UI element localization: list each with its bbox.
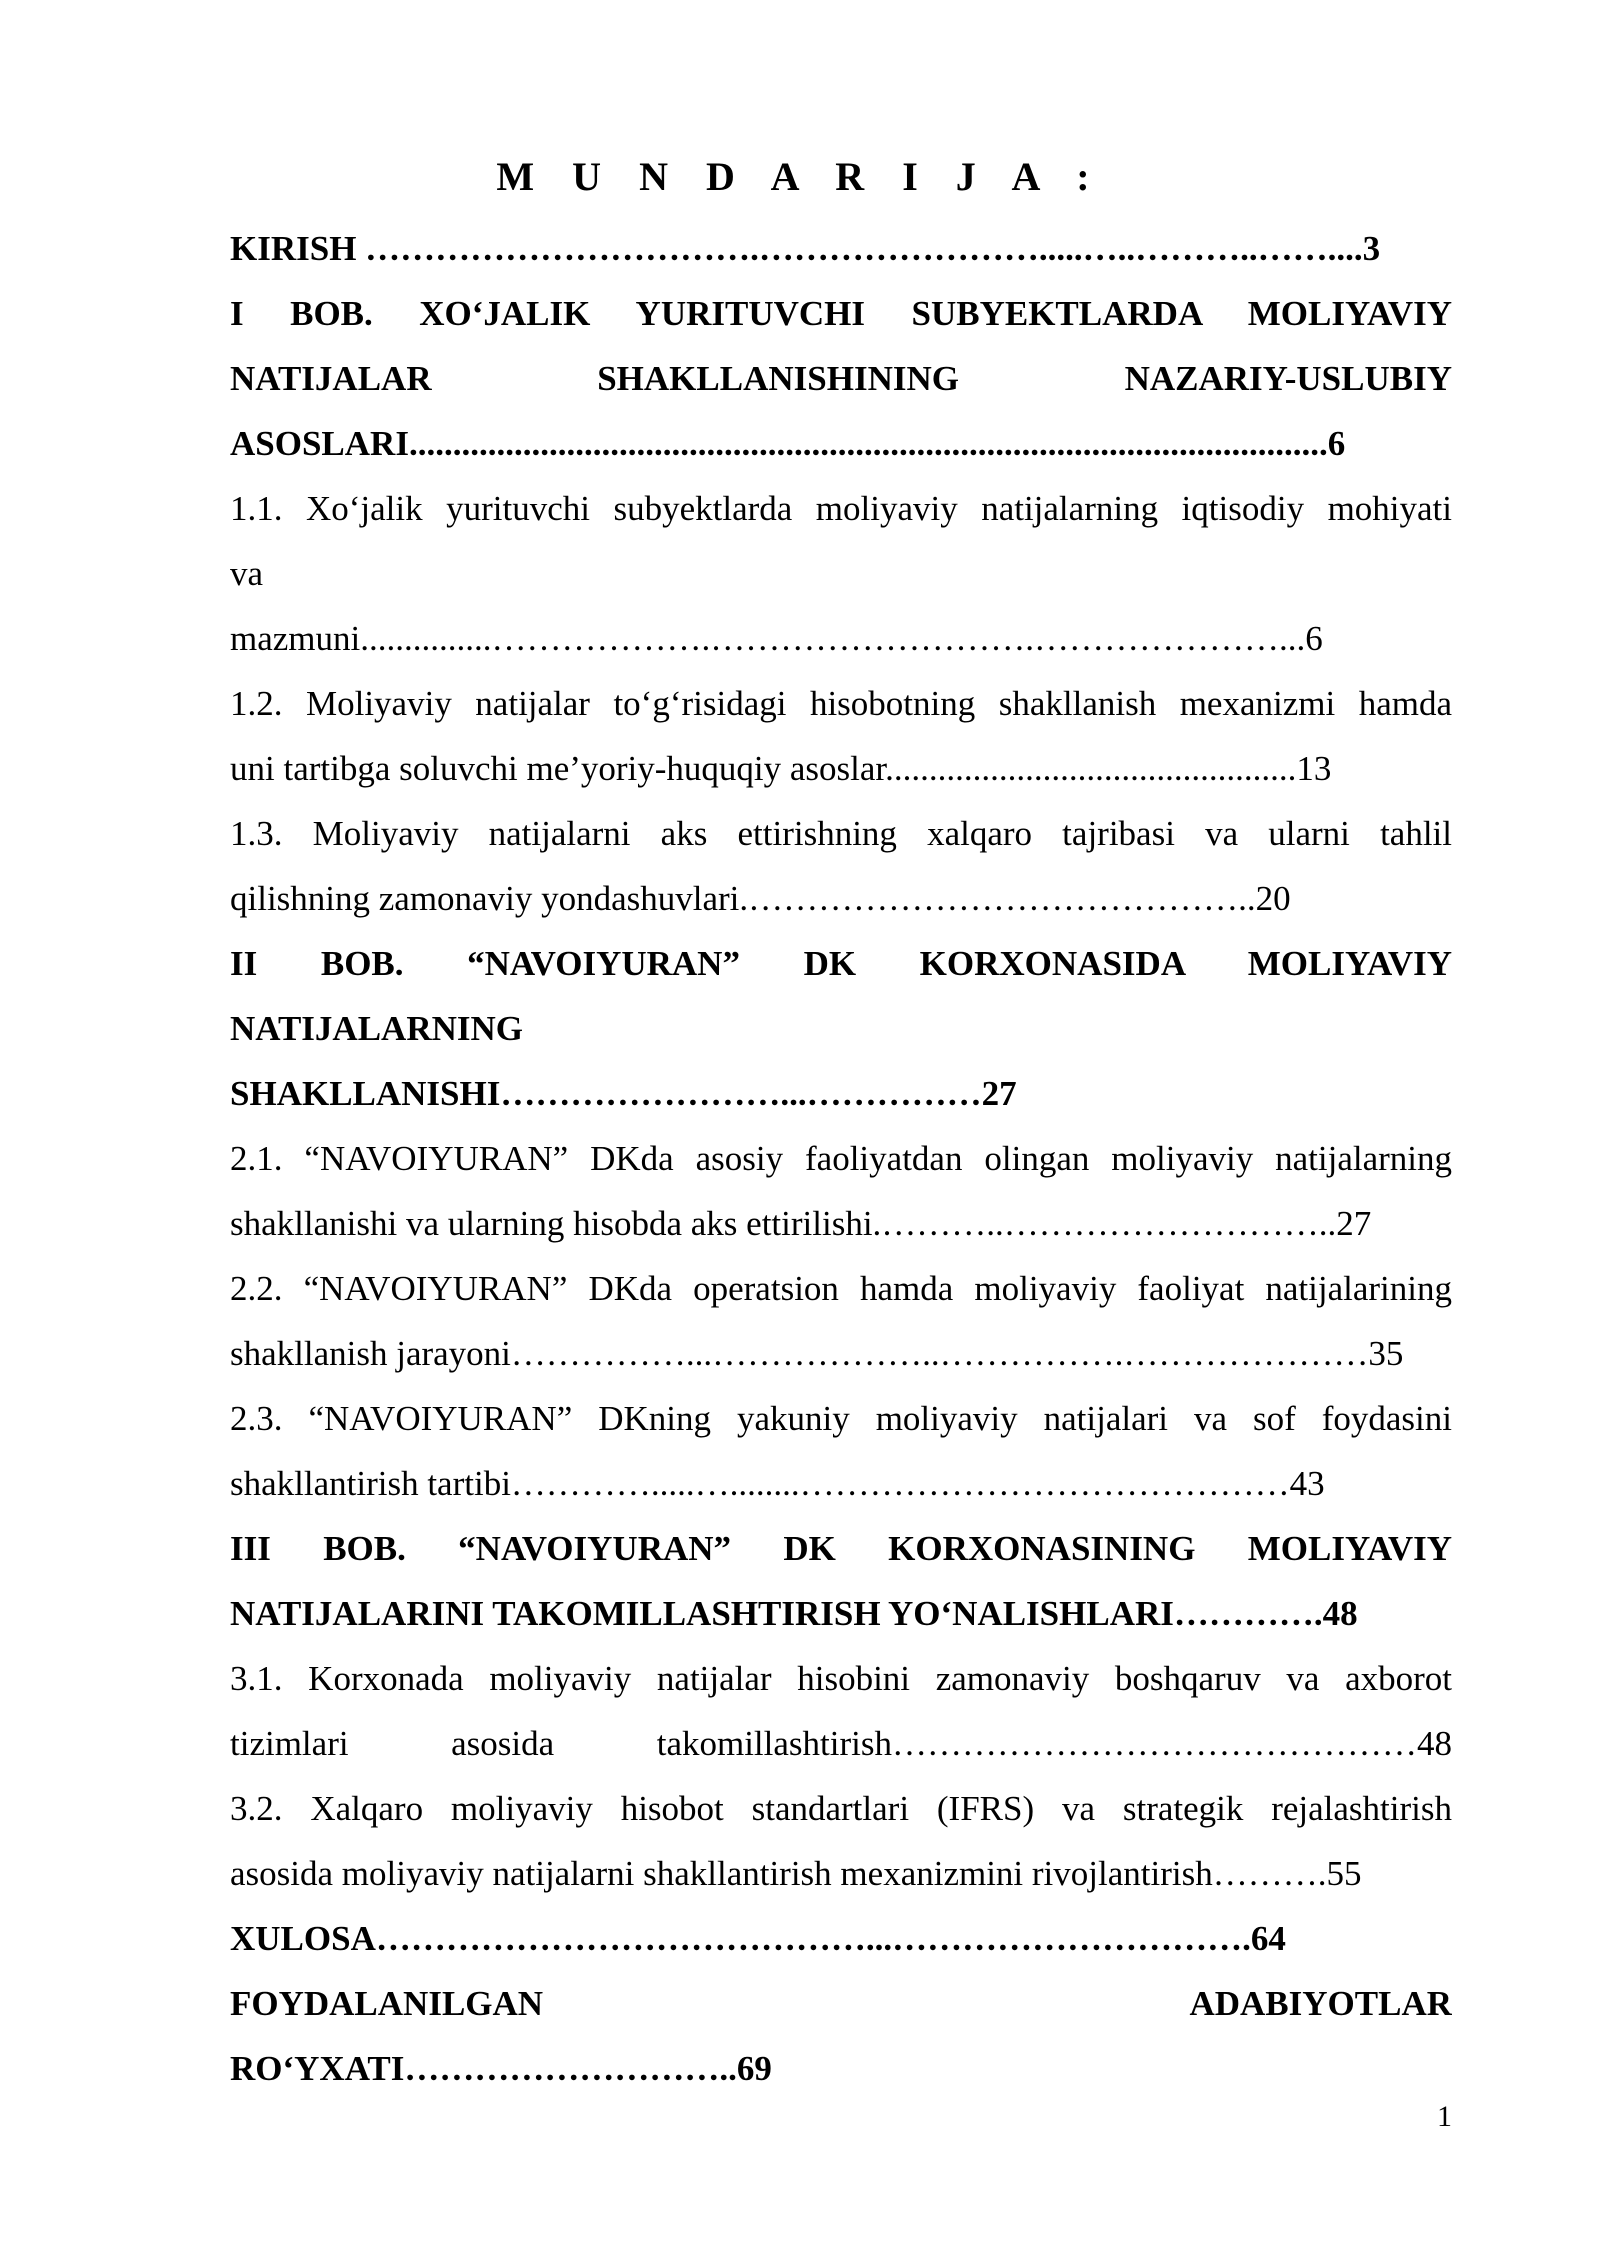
toc-section-1-1-line-3: mazmuni...............……………….……………………….…………………...6 bbox=[230, 619, 1323, 658]
toc-section-2-1-line-1: 2.1. “NAVOIYURAN” DKda asosiy faoliyatdan olingan moliyaviy natijalarning bbox=[230, 1139, 1452, 1178]
toc-kirish: KIRISH …………………………….…………………….....…..………..……....3 bbox=[230, 229, 1381, 268]
toc-section-3-2-line-2: asosida moliyaviy natijalarni shakllantirish mexanizmini rivojlantirish……….55 bbox=[230, 1854, 1362, 1893]
toc-chapter-1-heading-line-3: ASOSLARI.........................................................................................................6 bbox=[230, 424, 1346, 463]
toc-xulosa: XULOSA……………………………………...………………………….64 bbox=[230, 1919, 1286, 1958]
toc-chapter-3-heading-line-1: III BOB. “NAVOIYURAN” DK KORXONASINING MOLIYAVIY bbox=[230, 1529, 1452, 1568]
toc-section-3-2-line-1: 3.2. Xalqaro moliyaviy hisobot standartlari (IFRS) va strategik rejalashtirish bbox=[230, 1789, 1452, 1828]
toc-section-2-2-line-1: 2.2. “NAVOIYURAN” DKda operatsion hamda moliyaviy faoliyat natijalarining bbox=[230, 1269, 1452, 1308]
toc-chapter-1-heading-line-1: I BOB. XO‘JALIK YURITUVCHI SUBYEKTLARDA MOLIYAVIY bbox=[230, 294, 1452, 333]
toc-references-line-2: RO‘YXATI………………………..69 bbox=[230, 2049, 772, 2088]
toc-section-1-2-line-2: uni tartibga soluvchi me’yoriy-huquqiy asoslar...............................................13 bbox=[230, 749, 1332, 788]
document-title: M U N D A R I J A : bbox=[496, 154, 1104, 199]
toc-section-2-3-line-2: shakllantirish tartibi………….....…........……………………………………43 bbox=[230, 1464, 1325, 1503]
toc-section-1-3-line-1: 1.3. Moliyaviy natijalarni aks ettirishning xalqaro tajribasi va ularni tahlil bbox=[230, 814, 1452, 853]
toc-section-1-1-line-1: 1.1. Xo‘jalik yurituvchi subyektlarda moliyaviy natijalarning iqtisodiy mohiyati bbox=[230, 489, 1452, 528]
toc-references-line-1: FOYDALANILGAN ADABIYOTLAR bbox=[230, 1984, 1452, 2023]
toc-section-2-3-line-1: 2.3. “NAVOIYURAN” DKning yakuniy moliyaviy natijalari va sof foydasini bbox=[230, 1399, 1452, 1438]
toc-chapter-2-heading-line-1: II BOB. “NAVOIYURAN” DK KORXONASIDA MOLIYAVIY bbox=[230, 944, 1452, 983]
toc-section-2-2-line-2: shakllanish jarayoni……………...………………..…………….…………………35 bbox=[230, 1334, 1404, 1373]
toc-section-1-2-line-1: 1.2. Moliyaviy natijalar to‘g‘risidagi hisobotning shakllanish mexanizmi hamda bbox=[230, 684, 1452, 723]
toc-chapter-2-heading-line-2: NATIJALARNING bbox=[230, 1009, 523, 1048]
page-number: 1 bbox=[1437, 2100, 1452, 2133]
toc-section-3-1-line-2: tizimlari asosida takomillashtirish………………………………………48 bbox=[230, 1724, 1452, 1763]
toc-section-1-1-line-2: va bbox=[230, 554, 264, 593]
toc-section-2-1-line-2: shakllanishi va ularning hisobda aks ettirilishi.………..………………………..27 bbox=[230, 1204, 1372, 1243]
toc-section-1-3-line-2: qilishning zamonaviy yondashuvlari.……………………………………..20 bbox=[230, 879, 1291, 918]
toc-chapter-3-heading-line-2: NATIJALARINI TAKOMILLASHTIRISH YO‘NALISHLARI………….48 bbox=[230, 1594, 1358, 1633]
toc-chapter-1-heading-line-2: NATIJALAR SHAKLLANISHINING NAZARIY-USLUBIY bbox=[230, 359, 1452, 398]
toc-chapter-2-heading-line-3: SHAKLLANISHI……………………...……………27 bbox=[230, 1074, 1017, 1113]
toc-section-3-1-line-1: 3.1. Korxonada moliyaviy natijalar hisobini zamonaviy boshqaruv va axborot bbox=[230, 1659, 1452, 1698]
